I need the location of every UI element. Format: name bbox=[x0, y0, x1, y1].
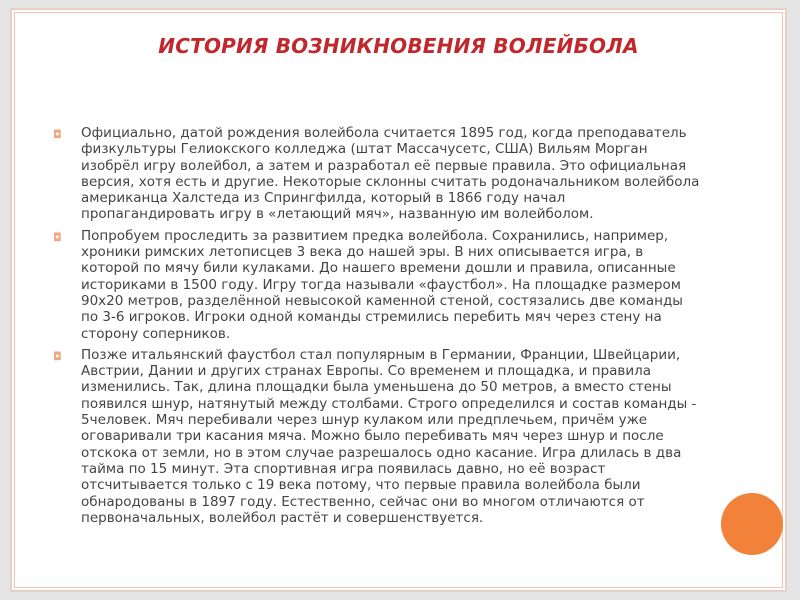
slide-title: ИСТОРИЯ ВОЗНИКНОВЕНИЯ ВОЛЕЙБОЛА bbox=[158, 34, 639, 58]
paragraph-text: Позже итальянский фаустбол стал популярным в Германии, Франции, Швейцарии, Австрии, Дании и других странах Европы. Со временем и площадка, и правила изменились. Так, длина площадки была уменьшена до 50 метров, а вместо стены появился шнур, натянутый между столбами. Строго определился и состав команды - 5человек. Мяч перебивали через шнур кулаком или предплечьем, причём уже оговаривали три касания мяча. Можно было перебивать мяч через шнур и после отскока от земли, но в этом случае разрешалось одно касание. Игра длилась в два тайма по 15 минут. Эта спортивная игра появилась давно, но её возраст отсчитывается только с 19 века потому, что первые правила волейбола были обнародованы в 1897 году. Естественно, сейчас они во многом отличаются от первоначальных, волейбол растёт и совершенствуется. bbox=[81, 346, 697, 526]
slide bbox=[10, 8, 787, 592]
bullet-icon: ◘ bbox=[53, 349, 62, 363]
paragraph-item bbox=[53, 347, 703, 526]
bullet-icon: ◘ bbox=[53, 230, 62, 244]
paragraph-text: Официально, датой рождения волейбола считается 1895 год, когда преподаватель физкультуры Гелиокского колледжа (штат Массачусетс, США) Вильям Морган изобрёл игру волейбол, а затем и разработал её первые правила. Это официальная версия, хотя есть и другие. Некоторые склонны считать родоначальником волейбола американца Халстеда из Спрингфилда, который в 1866 году начал пропагандировать игру в «летающий мяч», названную им волейболом. bbox=[81, 125, 700, 223]
bullet-icon: ◘ bbox=[53, 128, 62, 141]
paragraph-item bbox=[53, 228, 703, 342]
paragraph-text: Попробуем проследить за развитием предка волейбола. Сохранились, например, хроники римских летописцев 3 века до нашей эры. В них описывается игра, в которой по мячу били кулаками. До нашего времени дошли и правила, описанные историками в 1500 году. Игру тогда называли «фаустбол». На площадке размером 90х20 метров, разделённой невысокой каменной стеной, состязались две команды по 3-6 игроков. Игроки одной команды стремились перебить мяч через стену на сторону соперников. bbox=[81, 227, 683, 342]
paragraph-list bbox=[53, 125, 703, 531]
decorative-circle bbox=[721, 493, 783, 555]
paragraph-item bbox=[53, 125, 703, 223]
